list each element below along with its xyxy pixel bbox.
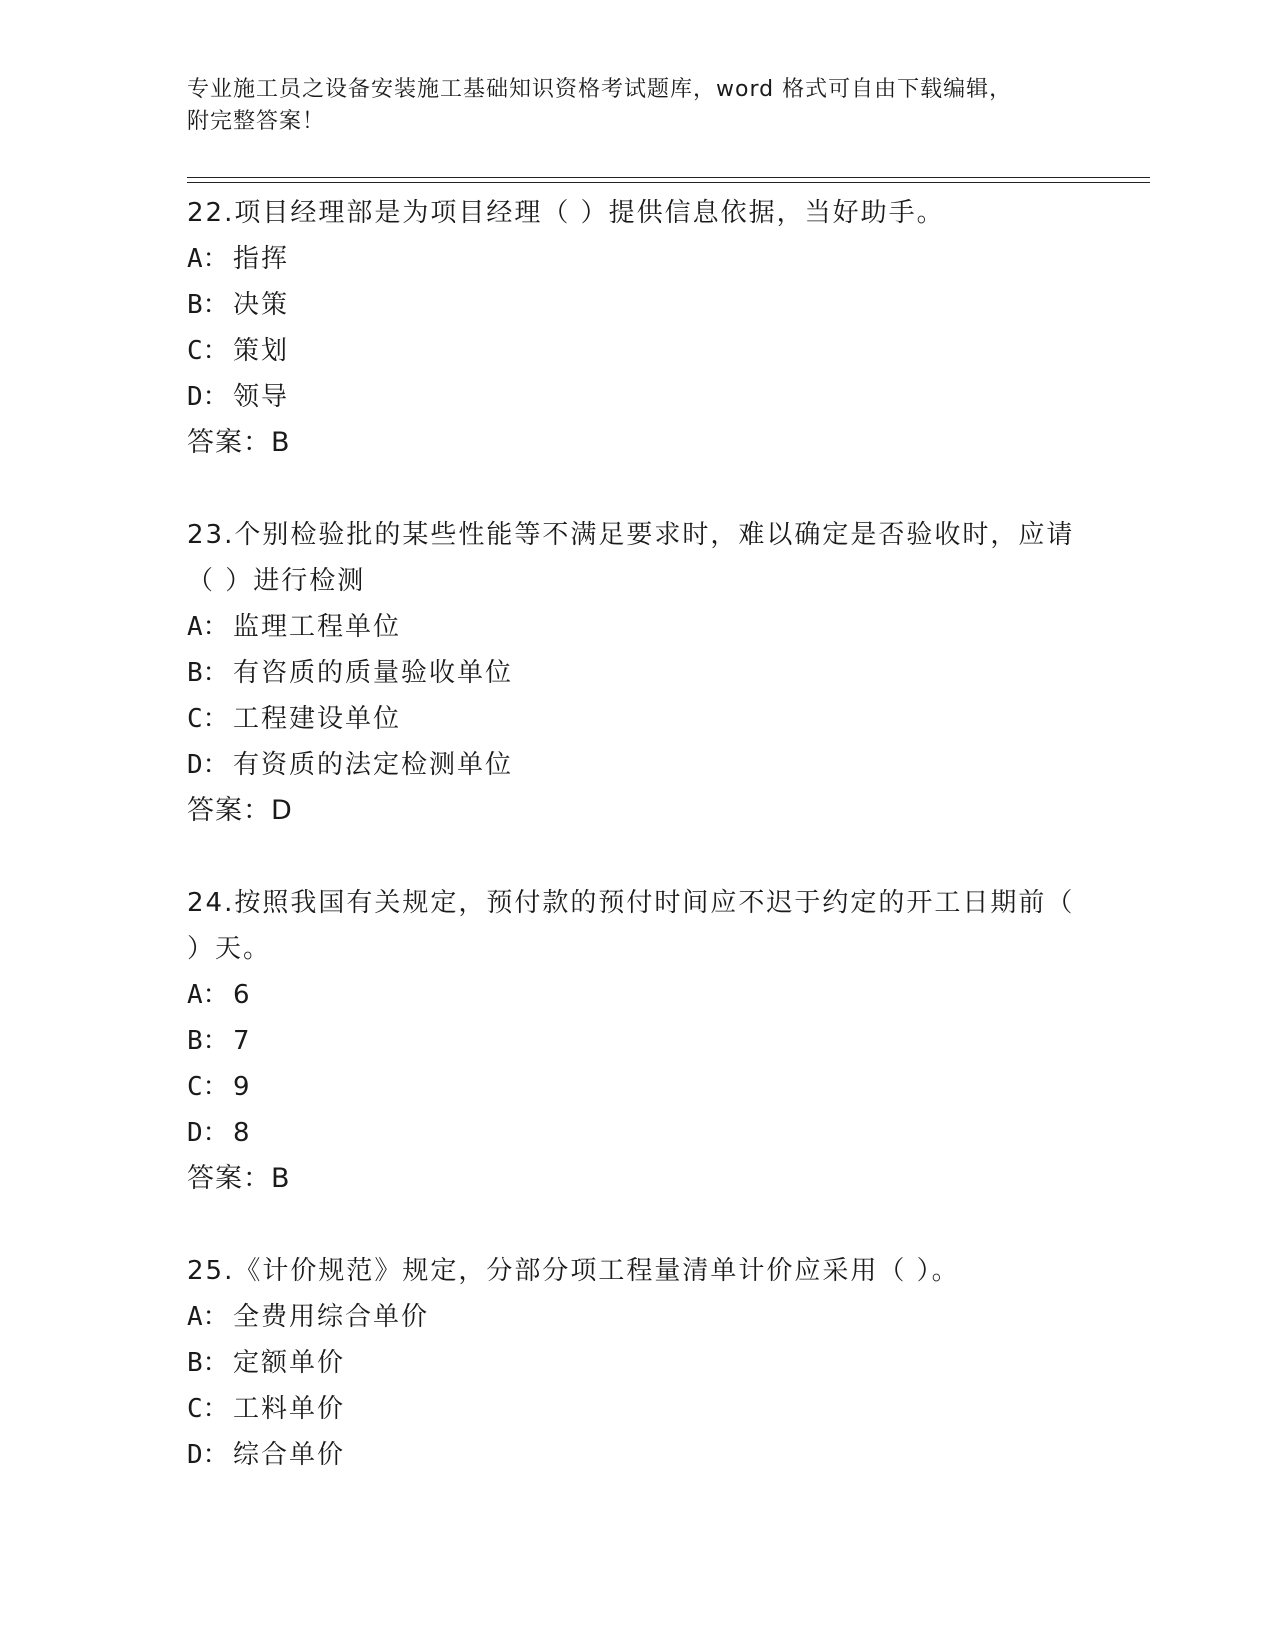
option-letter: A：	[187, 1302, 229, 1332]
option-letter: A：	[187, 244, 229, 274]
option-letter: B：	[187, 290, 229, 320]
option-text: 工程建设单位	[233, 704, 402, 734]
option-d	[187, 374, 1087, 420]
document-header	[187, 74, 1067, 138]
option-a	[187, 236, 1087, 282]
option-c	[187, 328, 1087, 374]
option-text: 工料单价	[233, 1394, 346, 1424]
option-c	[187, 1064, 1087, 1110]
option-text: 9	[233, 1072, 252, 1102]
option-letter: B：	[187, 1348, 229, 1378]
answer-label: 答案：	[187, 1163, 271, 1194]
option-b	[187, 1018, 1087, 1064]
option-letter: D：	[187, 1118, 229, 1148]
option-letter: C：	[187, 1394, 229, 1424]
option-b	[187, 1340, 1087, 1386]
answer-value: D	[271, 795, 293, 826]
option-letter: D：	[187, 1440, 229, 1470]
option-letter: D：	[187, 750, 229, 780]
question-24	[187, 880, 1087, 1202]
option-letter: A：	[187, 612, 229, 642]
option-text: 有资质的法定检测单位	[233, 750, 514, 780]
option-c	[187, 1386, 1087, 1432]
option-text: 6	[233, 980, 252, 1010]
option-text: 7	[233, 1026, 252, 1056]
option-text: 全费用综合单价	[233, 1302, 430, 1332]
question-stem: 23.个别检验批的某些性能等不满足要求时，难以确定是否验收时，应请（ ）进行检测	[187, 520, 1075, 596]
option-letter: C：	[187, 704, 229, 734]
answer-label: 答案：	[187, 795, 271, 826]
option-text: 综合单价	[233, 1440, 346, 1470]
question-stem: 22.项目经理部是为项目经理（ ）提供信息依据，当好助手。	[187, 198, 945, 228]
header-rule-top	[187, 177, 1150, 178]
option-letter: C：	[187, 336, 229, 366]
question-25	[187, 1248, 1087, 1478]
option-letter: A：	[187, 980, 229, 1010]
option-letter: B：	[187, 1026, 229, 1056]
option-d	[187, 1432, 1087, 1478]
question-stem: 24.按照我国有关规定，预付款的预付时间应不迟于约定的开工日期前（ ）天。	[187, 888, 1075, 964]
question-22	[187, 190, 1087, 466]
option-letter: C：	[187, 1072, 229, 1102]
option-letter: D：	[187, 382, 229, 412]
option-a	[187, 1294, 1087, 1340]
option-d	[187, 1110, 1087, 1156]
option-b	[187, 650, 1087, 696]
option-b	[187, 282, 1087, 328]
answer-line	[187, 788, 1087, 834]
header-line-2: 附完整答案！	[187, 109, 326, 134]
answer-label: 答案：	[187, 427, 271, 458]
answer-value: B	[271, 1163, 291, 1194]
question-stem: 25.《计价规范》规定，分部分项工程量清单计价应采用（ ）。	[187, 1256, 960, 1286]
option-text: 策划	[233, 336, 290, 366]
option-text: 有咨质的质量验收单位	[233, 658, 514, 688]
header-rule-bottom	[187, 182, 1150, 183]
option-a	[187, 604, 1087, 650]
answer-line	[187, 1156, 1087, 1202]
option-text: 定额单价	[233, 1348, 346, 1378]
option-text: 领导	[233, 382, 290, 412]
option-text: 8	[233, 1118, 252, 1148]
option-text: 指挥	[233, 244, 290, 274]
answer-value: B	[271, 427, 291, 458]
option-text: 决策	[233, 290, 290, 320]
option-d	[187, 742, 1087, 788]
question-23	[187, 512, 1087, 834]
question-list	[187, 190, 1087, 1524]
option-text: 监理工程单位	[233, 612, 402, 642]
option-c	[187, 696, 1087, 742]
option-a	[187, 972, 1087, 1018]
option-letter: B：	[187, 658, 229, 688]
header-line-1: 专业施工员之设备安装施工基础知识资格考试题库，word 格式可自由下载编辑，	[187, 77, 1013, 102]
answer-line	[187, 420, 1087, 466]
